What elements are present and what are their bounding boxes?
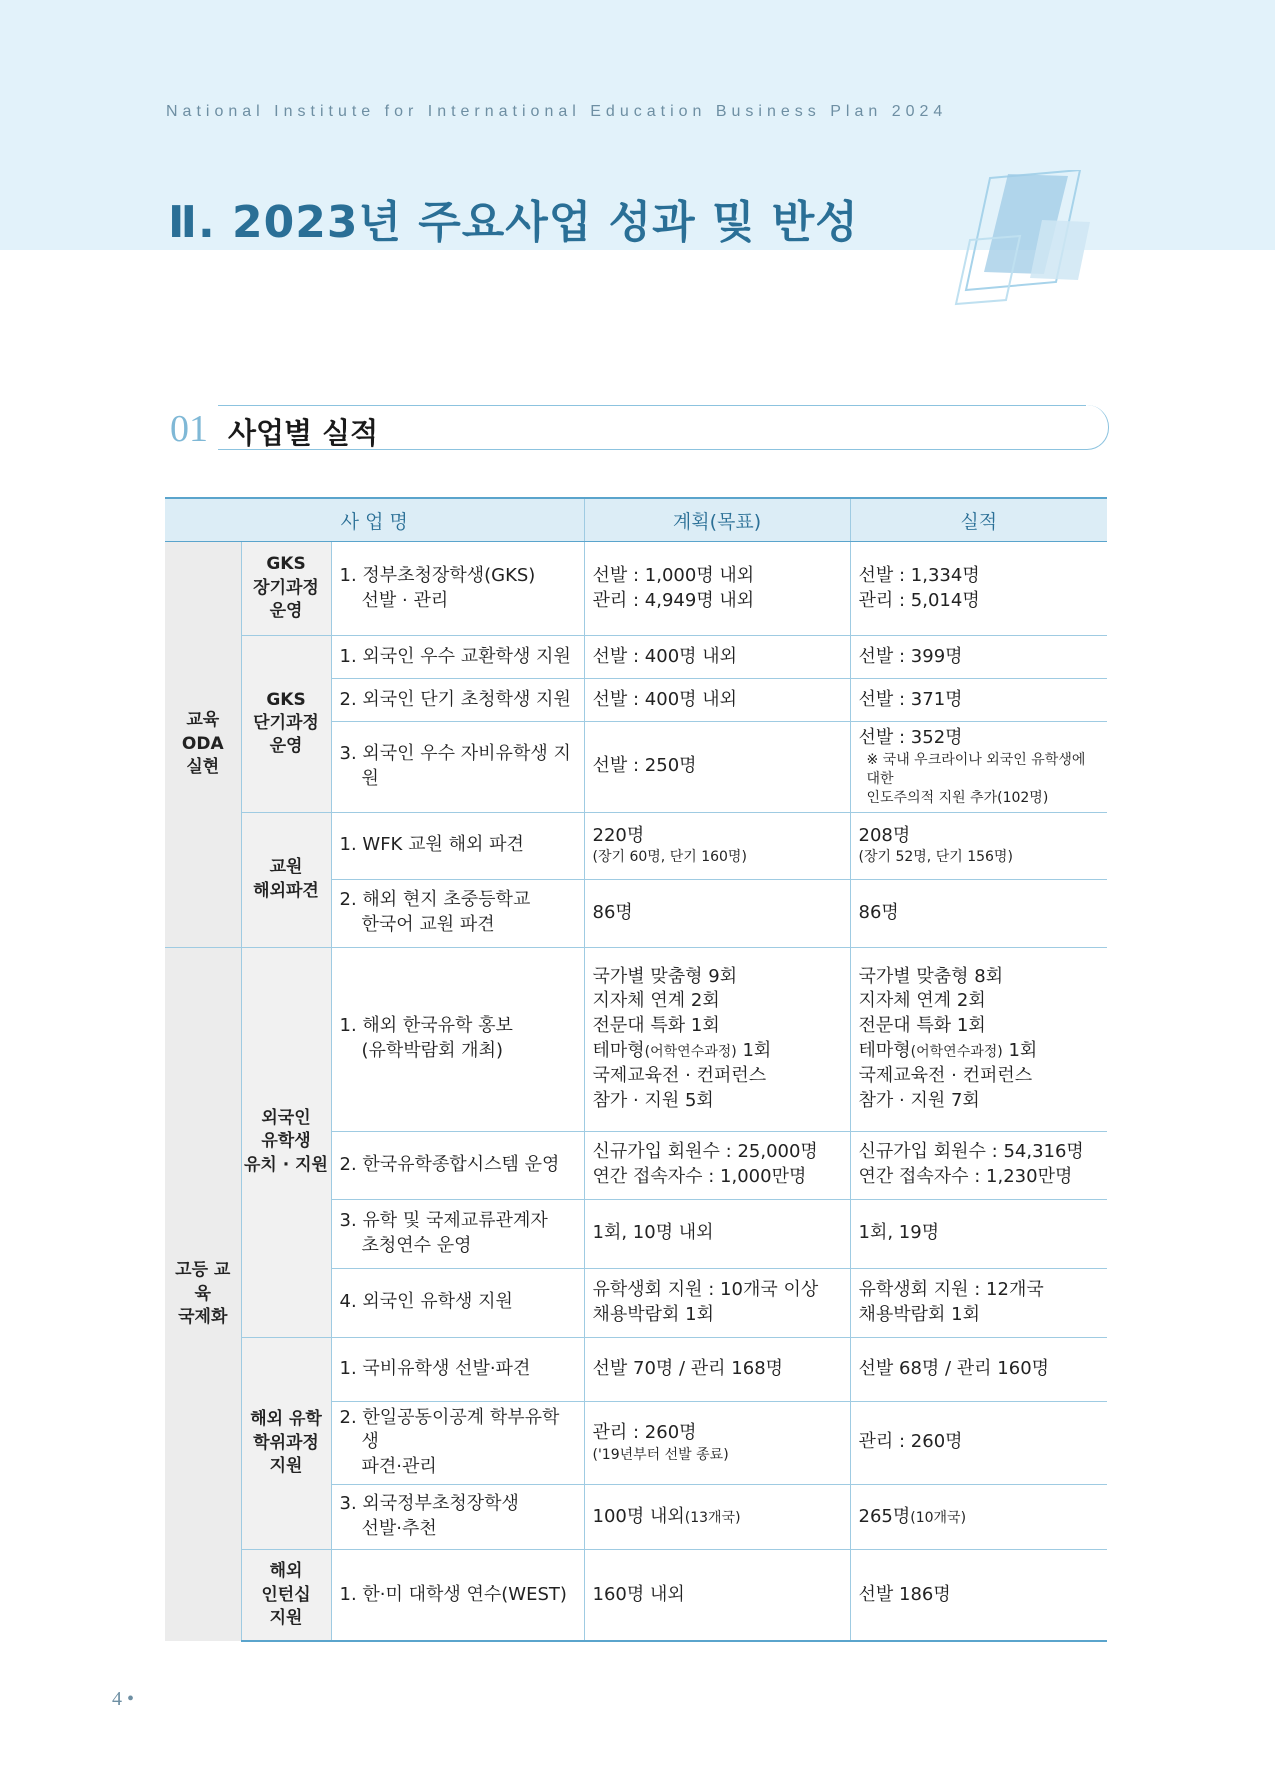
item-label: 1. 국비유학생 선발·파견 [339, 1357, 531, 1379]
results-table [165, 497, 1107, 1642]
item-label: 3. 외국인 우수 자비유학생 지원 [339, 742, 571, 789]
result-cell: 신규가입 회원수 : 54,316명 연간 접속자수 : 1,230만명 [850, 1131, 1107, 1199]
result-cell: 선발 : 399명 [850, 636, 1107, 679]
result-cell: 유학생회 지원 : 12개국 채용박람회 1회 [850, 1268, 1107, 1337]
section-title: 사업별 실적 [228, 416, 379, 450]
section-number: 01 [170, 408, 208, 450]
result-cell: 관리 : 260명 [850, 1401, 1107, 1484]
item-label: 3. 유학 및 국제교류관계자 초청연수 운영 [339, 1209, 548, 1256]
table-row [165, 1337, 1107, 1401]
result-cell: 1회, 19명 [850, 1199, 1107, 1268]
result-value: 선발 : 352명 [858, 727, 963, 748]
plan-value: 220명 [592, 824, 645, 846]
item-label: 2. 해외 현지 초중등학교 한국어 교원 파견 [339, 889, 531, 935]
plan-cell: 선발 : 250명 [584, 722, 850, 813]
plan-cell [584, 812, 850, 879]
subcategory-gks-short: GKS 단기과정 운영 [241, 636, 331, 813]
category-oda: 교육 ODA 실현 [165, 542, 241, 948]
header-result: 실적 [850, 498, 1107, 542]
item-label: 2. 한국유학종합시스템 운영 [339, 1153, 560, 1175]
item-label: 3. 외국정부초청장학생 선발·추천 [339, 1493, 519, 1539]
category-intl: 고등 교육 국제화 [165, 947, 241, 1641]
plan-cell: 선발 : 1,000명 내외 관리 : 4,949명 내외 [584, 542, 850, 636]
plan-note: ('19년부터 선발 종료) [592, 1446, 729, 1463]
result-cell: 86명 [850, 879, 1107, 947]
plan-cell: 선발 70명 / 관리 168명 [584, 1337, 850, 1401]
plan-value: 관리 : 260명 [592, 1421, 697, 1443]
result-note: (장기 52명, 단기 156명) [858, 849, 1013, 866]
item-label: 1. WFK 교원 해외 파견 [339, 834, 524, 856]
result-value: 208명 [858, 824, 911, 846]
subcategory-degree: 해외 유학 학위과정 지원 [241, 1337, 331, 1549]
subcategory-gks-long: GKS 장기과정 운영 [241, 542, 331, 636]
item-label: 4. 외국인 유학생 지원 [339, 1291, 513, 1313]
table-row [165, 636, 1107, 679]
plan-cell: 1회, 10명 내외 [584, 1199, 850, 1268]
header-project: 사 업 명 [165, 498, 584, 542]
item-label: 2. 한일공동이공계 학부유학생 파견·관리 [339, 1406, 560, 1478]
header-plan: 계획(목표) [584, 498, 850, 542]
subcategory-teachers: 교원 해외파견 [241, 812, 331, 947]
chapter-title: Ⅱ. 2023년 주요사업 성과 및 반성 [168, 197, 859, 248]
plan-cell: 국가별 맞춤형 9회 지자체 연계 2회 전문대 특화 1회 테마형(어학연수과정) 1회 국제교육전 · 컨퍼런스 참가 · 지원 5회 [584, 947, 850, 1131]
item-label: 1. 외국인 우수 교환학생 지원 [339, 645, 571, 667]
running-head: National Institute for International Education Business Plan 2024 [166, 103, 948, 120]
plan-cell: 100명 내외(13개국) [584, 1484, 850, 1549]
plan-cell: 신규가입 회원수 : 25,000명 연간 접속자수 : 1,000만명 [584, 1131, 850, 1199]
plan-cell: 86명 [584, 879, 850, 947]
subcategory-intern: 해외 인턴십 지원 [241, 1549, 331, 1641]
table-row [165, 812, 1107, 879]
result-cell: 선발 : 1,334명 관리 : 5,014명 [850, 542, 1107, 636]
result-cell: 선발 68명 / 관리 160명 [850, 1337, 1107, 1401]
result-cell: 선발 : 371명 [850, 679, 1107, 722]
decorative-parallelogram-graphic [950, 170, 1090, 310]
plan-cell: 유학생회 지원 : 10개국 이상 채용박람회 1회 [584, 1268, 850, 1337]
plan-cell: 160명 내외 [584, 1549, 850, 1641]
result-note: ※ 국내 우크라이나 외국인 유학생에 대한 인도주의적 지원 추가(102명) [866, 751, 1086, 806]
plan-cell: 선발 : 400명 내외 [584, 636, 850, 679]
item-label: 1. 해외 한국유학 홍보 (유학박람회 개최) [339, 1015, 513, 1061]
item-label: 1. 정부초청장학생(GKS) 선발 · 관리 [339, 564, 536, 611]
result-cell: 265명(10개국) [850, 1484, 1107, 1549]
plan-cell: 선발 : 400명 내외 [584, 679, 850, 722]
item-label: 1. 한·미 대학생 연수(WEST) [339, 1583, 567, 1605]
result-cell [850, 722, 1107, 813]
result-cell: 국가별 맞춤형 8회 지자체 연계 2회 전문대 특화 1회 테마형(어학연수과정) 1회 국제교육전 · 컨퍼런스 참가 · 지원 7회 [850, 947, 1107, 1131]
table-row [165, 1549, 1107, 1641]
plan-note: (장기 60명, 단기 160명) [592, 849, 747, 866]
page-number: 4 • [112, 1688, 135, 1710]
subcategory-foreign-students: 외국인 유학생 유치 · 지원 [241, 947, 331, 1337]
result-cell [850, 812, 1107, 879]
result-cell: 선발 186명 [850, 1549, 1107, 1641]
table-header-row [165, 498, 1107, 542]
plan-cell [584, 1401, 850, 1484]
table-row [165, 947, 1107, 1131]
section-heading [166, 405, 1108, 453]
item-label: 2. 외국인 단기 초청학생 지원 [339, 688, 571, 710]
table-row [165, 542, 1107, 636]
